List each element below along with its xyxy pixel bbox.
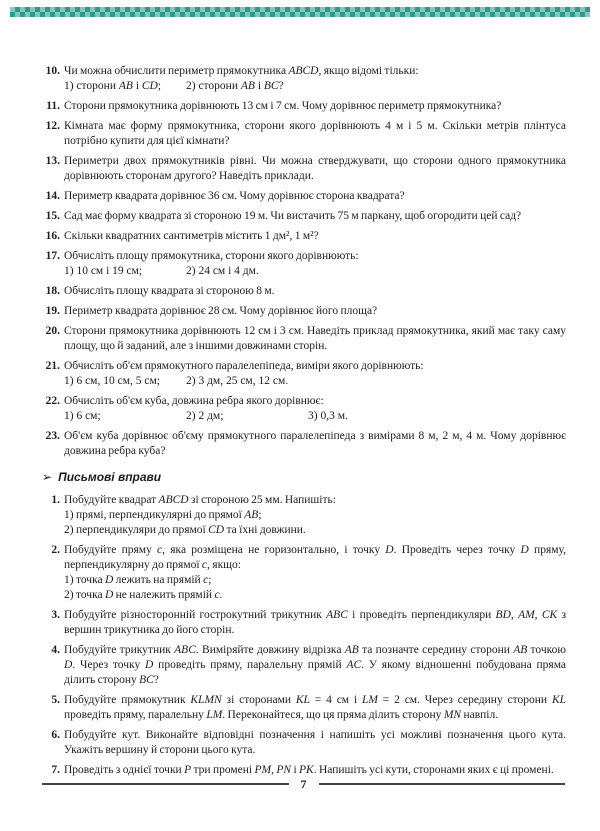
exercise-item (42, 119, 566, 149)
exercise-text: Периметр квадрата дорівнює 28 см. Чому дорівнює його площа? (64, 305, 378, 317)
exercise-number: 12. (45, 120, 60, 132)
exercise-body (64, 99, 566, 114)
exercise-text: Сторони прямокутника дорівнюють 12 см і 3 см. Наведіть приклад прямокутника, який має таку саму площу, що й заданий, але з іншими довжинами сторін. (64, 325, 566, 352)
exercise-item (42, 693, 566, 723)
exercise-number: 23. (45, 430, 60, 442)
exercise-item (42, 359, 566, 389)
exercise-item (42, 99, 566, 114)
option: 2) сторони AB і BC? (186, 80, 284, 92)
exercise-body (64, 284, 566, 299)
written-exercises-header (42, 470, 566, 484)
options-row (64, 264, 566, 279)
exercise-text: 1) прямі, перпендикулярні до прямої AB; (64, 509, 262, 521)
exercise-text: Скільки квадратних сантиметрів містить 1 дм², 1 м²? (64, 230, 319, 242)
exercise-body (64, 304, 566, 319)
exercise-text: Чи можна обчислити периметр прямокутника ABCD, якщо відомі тільки: (64, 65, 419, 77)
exercise-text: Периметри двох прямокутників рівні. Чи можна стверджувати, що сторони одного прямокутника дорівнюють сторонам другого? Наведіть приклади. (64, 155, 566, 182)
exercise-body (64, 154, 566, 184)
exercise-number: 4. (51, 644, 60, 656)
exercise-text: 1) точка D лежить на прямій c; (64, 574, 212, 586)
exercise-number: 16. (45, 230, 60, 242)
exercise-text: Побудуйте трикутник ABC. Виміряйте довжину відрізка AB та позначте середину сторони AB точкою D. Через точку D проведіть пряму, паралельну прямій AC. У якому відношенні побудована пряма ділить сторону BC? (64, 644, 567, 686)
exercise-body (64, 64, 566, 94)
exercise-body (64, 543, 566, 603)
exercise-item (42, 189, 566, 204)
exercise-item (42, 209, 566, 224)
exercise-item (42, 229, 566, 244)
written-exercises-list (42, 493, 566, 778)
exercise-item (42, 394, 566, 424)
exercise-number: 18. (45, 285, 60, 297)
exercise-body (64, 643, 566, 688)
exercise-number: 1. (51, 494, 60, 506)
exercise-text: Обчисліть об'єм куба, довжина ребра якого дорівнює: (64, 395, 324, 407)
exercise-number: 11. (46, 100, 60, 112)
options-row (64, 374, 566, 389)
exercise-body (64, 429, 566, 459)
exercise-text: Побудуйте квадрат ABCD зі стороною 25 мм. Напишіть: (64, 494, 336, 506)
exercise-body (64, 189, 566, 204)
exercise-number: 21. (45, 360, 60, 372)
exercise-item (42, 763, 566, 778)
exercise-text: Проведіть з однієї точки P три промені PM, PN і PK. Напишіть усі кути, сторонами яких є ці промені. (64, 764, 554, 776)
exercise-number: 3. (51, 609, 60, 621)
exercise-body (64, 249, 566, 279)
option: 2) 24 см і 4 дм. (186, 265, 259, 277)
option: 1) сторони AB і CD; (64, 80, 162, 92)
oral-exercises-list (42, 64, 566, 459)
exercise-body (64, 119, 566, 149)
option: 1) 6 см; (64, 410, 101, 422)
exercise-item (42, 154, 566, 184)
exercise-number: 5. (51, 694, 60, 706)
page-footer (42, 778, 565, 790)
exercise-body (64, 359, 566, 389)
exercise-item (42, 64, 566, 94)
footer-rule-right (319, 783, 566, 785)
exercise-number: 22. (45, 395, 60, 407)
options-row (64, 79, 566, 94)
exercise-number: 6. (51, 729, 60, 741)
exercise-item (42, 543, 566, 603)
exercise-body (64, 608, 566, 638)
exercise-text: Сторони прямокутника дорівнюють 13 см і 7 см. Чому дорівнює периметр прямокутника? (64, 100, 502, 112)
exercise-text: 2) точка D не належить прямій c. (64, 589, 223, 601)
decorative-top-border (10, 7, 590, 17)
footer-rule-left (42, 783, 289, 785)
option: 1) 6 см, 10 см, 5 см; (64, 375, 160, 387)
exercise-body (64, 394, 566, 424)
exercise-text: Обчисліть площу прямокутника, сторони якого дорівнюють: (64, 250, 359, 262)
exercise-text: 2) перпендикуляри до прямої CD та їхні довжини. (64, 524, 306, 536)
exercise-text: Побудуйте прямокутник KLMN зі сторонами KL = 4 см і LM = 2 см. Через середину сторони KL проведіть пряму, паралельну LM. Переконайтеся, що ця пряма ділить сторону MN навпіл. (64, 694, 567, 721)
exercise-item (42, 284, 566, 299)
exercise-body (64, 209, 566, 224)
exercise-item (42, 643, 566, 688)
exercise-text: Кімната має форму прямокутника, сторони якого дорівнюють 4 м і 5 м. Скільки метрів плінтуса потрібно купити для цієї кімнати? (64, 120, 566, 147)
option: 1) 10 см і 19 см; (64, 265, 143, 277)
exercise-item (42, 429, 566, 459)
exercise-number: 7. (51, 764, 60, 776)
exercise-body (64, 728, 566, 758)
exercise-body (64, 229, 566, 244)
exercise-item (42, 493, 566, 538)
exercise-text: Обчисліть площу квадрата зі стороною 8 м. (64, 285, 275, 297)
exercise-body (64, 324, 566, 354)
page-number: 7 (300, 777, 307, 791)
page-content (42, 64, 566, 783)
exercise-number: 14. (45, 190, 60, 202)
exercise-item (42, 608, 566, 638)
options-row (64, 409, 566, 424)
exercise-body (64, 493, 566, 538)
exercise-number: 19. (45, 305, 60, 317)
exercise-item (42, 324, 566, 354)
exercise-number: 15. (45, 210, 60, 222)
exercise-text: Сад має форму квадрата зі стороною 19 м. Чи вистачить 75 м паркану, щоб огородити цей сад? (64, 210, 522, 222)
exercise-number: 20. (45, 325, 60, 337)
exercise-number: 13. (45, 155, 60, 167)
exercise-text: Побудуйте пряму c, яка розміщена не горизонтально, і точку D. Проведіть через точку D пряму, перпендикулярну до прямої c, якщо: (64, 544, 566, 571)
exercise-text: Обчисліть об'єм прямокутного паралелепіпеда, виміри якого дорівнюють: (64, 360, 424, 372)
option: 2) 3 дм, 25 см, 12 см. (186, 375, 289, 387)
option: 2) 2 дм; (186, 410, 224, 422)
exercise-text: Периметр квадрата дорівнює 36 см. Чому дорівнює сторона квадрата? (64, 190, 405, 202)
exercise-number: 2. (51, 544, 60, 556)
exercise-text: Побудуйте кут. Виконайте відповідні позначення і напишіть усі можливі позначення цього кута. Укажіть вершину й сторони цього кута. (64, 729, 566, 756)
exercise-text: Побудуйте різносторонній гострокутний трикутник ABC і проведіть перпендикуляри BD, AM, CK з вершин трикутника до його сторін. (64, 609, 567, 636)
exercise-body (64, 763, 566, 778)
exercise-item (42, 249, 566, 279)
exercise-number: 10. (45, 65, 60, 77)
arrow-bullet-icon: ➢ (42, 470, 53, 484)
exercise-text: Об'єм куба дорівнює об'єму прямокутного паралелепіпеда з вимірами 8 м, 2 м, 4 м. Чому дорівнює довжина ребра куба? (64, 430, 566, 457)
written-exercises-title: Письмові вправи (58, 470, 162, 484)
option: 3) 0,3 м. (308, 410, 348, 422)
exercise-item (42, 304, 566, 319)
exercise-body (64, 693, 566, 723)
exercise-item (42, 728, 566, 758)
exercise-number: 17. (45, 250, 60, 262)
